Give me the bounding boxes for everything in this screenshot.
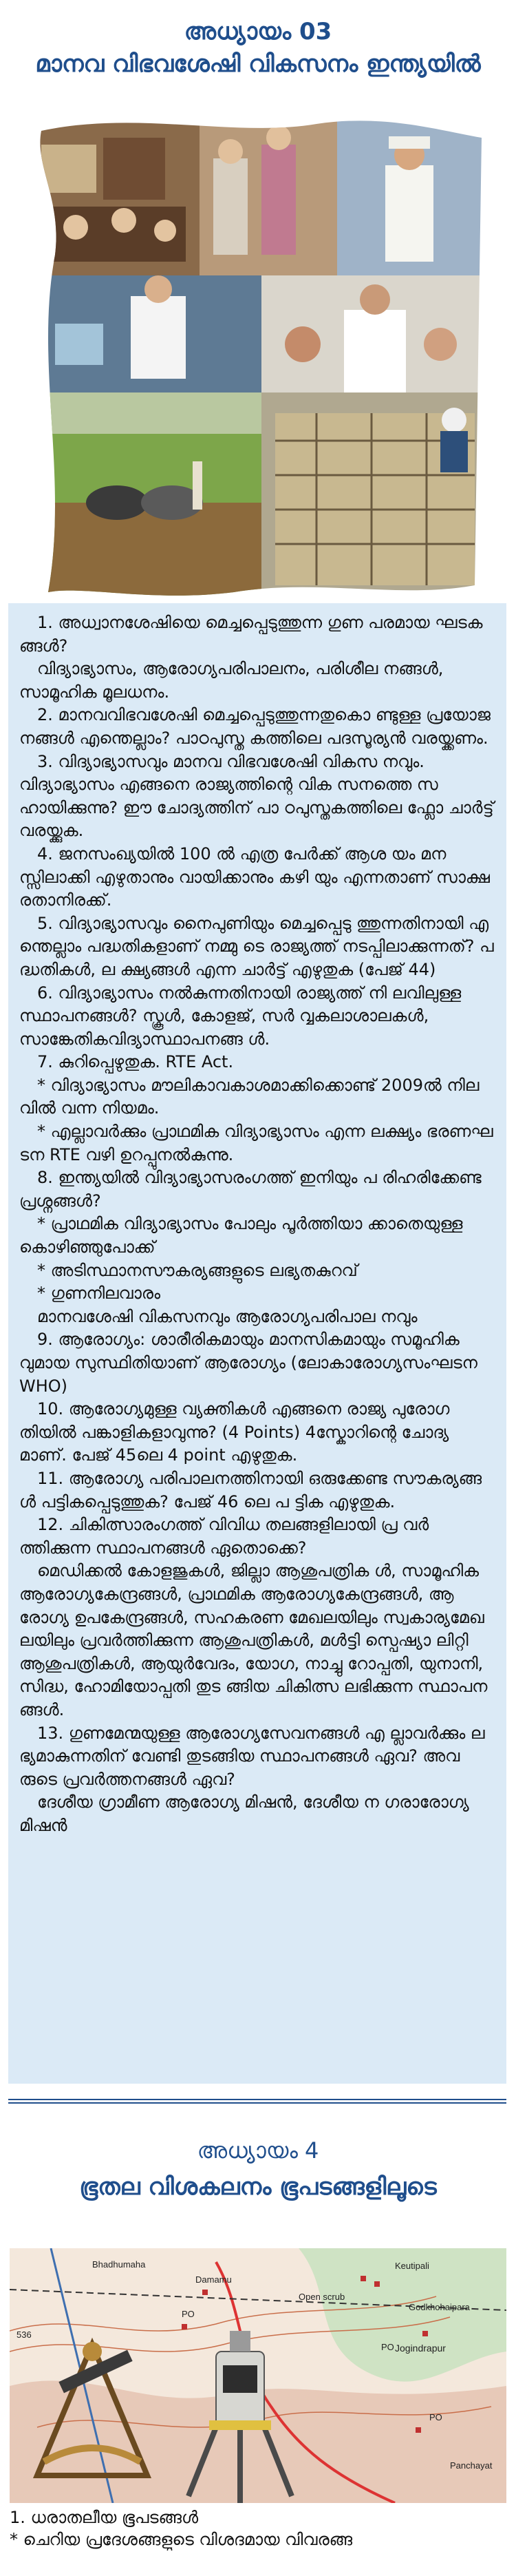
map-label: 536 — [17, 2329, 32, 2340]
list-item: 1. ധരാതലീയ ഭൂപടങ്ങൾ — [10, 2508, 199, 2527]
chapter4-header — [0, 2135, 516, 2208]
section-divider — [8, 2102, 506, 2104]
answer-text: ദേശീയ ഗ്രാമീണ ആരോഗ്യ മിഷൻ, ദേശീയ ന ഗരാരോഗ്യ മിഷൻ — [19, 1792, 469, 1835]
chapter-title: മാനവ വിഭവശേഷി വികസനം ഇന്ത്യയിൽ — [35, 50, 481, 78]
question-answer-box — [8, 603, 506, 2084]
map-label: Open scrub — [299, 2292, 345, 2302]
chapter-title: ഭൂതല വിശകലനം ഭൂപടങ്ങളിലൂടെ — [79, 2173, 437, 2201]
map-label: Keutipali — [395, 2261, 429, 2271]
map-label: Panchayat — [450, 2460, 493, 2471]
map-label: Godkhohaipara — [409, 2302, 470, 2312]
list-item: * ചെറിയ പ്രദേശങ്ങളുടെ വിശദമായ വിവരങ്ങ — [10, 2530, 353, 2549]
question-text: 3. വിദ്യാഭ്യാസവും മാനവ വിഭവശേഷി വികസ നവും. വിദ്യാഭ്യാസം എങ്ങനെ രാജ്യത്തിന്റെ വിക സനത്തെ സഹായിക്കുന്നു? ഈ ചോദ്യത്തിന് പാ ഠപുസ്തകത്തിലെ ഫ്ലോ ചാർട്ട് വരയ്ക്കുക. — [19, 751, 494, 841]
bullet-point: * വിദ്യാഭ്യാസം മൗലികാവകാശമാക്കിക്കൊണ്ട് 2009ൽ നിലവിൽ വന്ന നിയമം. — [19, 1075, 480, 1118]
question-text: 9. ആരോഗ്യം: ശാരീരികമായും മാനസികമായും സമൂഹികവുമായ സുസ്ഥിതിയാണ് ആരോഗ്യം (ലോകാരോഗ്യസംഘടന WHO) — [19, 1330, 477, 1396]
question-text: 2. മാനവവിഭവശേഷി മെച്ചപ്പെടുത്തുന്നതുകൊ ണ്ടുള്ള പ്രയോജനങ്ങൾ എന്തെല്ലാം? പാഠപുസ്ത കത്തിലെ പദസൂര്യൻ വരയ്ക്കണം. — [19, 705, 491, 748]
question-text: 1. അധ്വാനശേഷിയെ മെച്ചപ്പെടുത്തുന്ന ഗുണ പരമായ ഘടകങ്ങൾ? — [19, 613, 483, 656]
topographic-map-image — [10, 2248, 506, 2503]
bullet-point: * എല്ലാവർക്കും പ്രാഥമിക വിദ്യാഭ്യാസം എന്ന ലക്ഷ്യം ഭരണഘടന RTE വഴി ഉറപ്പുനൽകുന്നു. — [19, 1122, 493, 1164]
chapter-number: അധ്യായം 03 — [184, 18, 332, 45]
question-text: 8. ഇന്ത്യയിൽ വിദ്യാഭ്യാസരംഗത്ത് ഇനിയും പ രിഹരിക്കേണ്ട പ്രശ്നങ്ങൾ? — [19, 1168, 482, 1211]
question-text: 7. കുറിപ്പെഴുതുക. RTE Act. — [37, 1052, 234, 1072]
bullet-point: * ഗുണനിലവാരം — [37, 1284, 161, 1303]
answer-text: മെഡിക്കൽ കോളജുകൾ, ജില്ലാ ആശുപത്രിക ൾ, സാമൂഹിക ആരോഗ്യകേന്ദ്രങ്ങൾ, പ്രാഥമിക ആരോഗ്യകേന്ദ്രങ്ങൾ, ആരോഗ്യ ഉപകേന്ദ്രങ്ങൾ, സഹകരണ മേഖലയിലും സ്വകാര്യമേഖലയിലും പ്രവർത്തിക്കുന്ന ആശുപത്രികൾ, മൾട്ടി സ്പെഷ്യാ ലിറ്റി ആശുപത്രികൾ, ആയുർവേദം, യോഗ, നാച്ചു റോപ്പതി, യുനാനി, സിദ്ധ, ഹോമിയോപ്പതി തുട ങ്ങിയ ചികിത്സ ലഭിക്കുന്ന സ്ഥാപനങ്ങൾ. — [19, 1561, 488, 1719]
map-label: Damamu — [195, 2274, 232, 2285]
map-label: PO — [429, 2412, 442, 2422]
question-text: 11. ആരോഗ്യ പരിപാലനത്തിനായി ഒരുക്കേണ്ട സൗകര്യങ്ങൾ പട്ടികപ്പെടുത്തുക? പേജ് 46 ലെ പ ട്ടിക എഴുതുക. — [19, 1468, 482, 1511]
map-label: PO — [182, 2309, 195, 2319]
question-text: 4. ജനസംഖ്യയിൽ 100 ൽ എത്ര പേർക്ക് ആശ യം മനസ്സിലാക്കി എഴുതാനും വായിക്കാനും കഴി യും എന്നതാണ് സാക്ഷരതാനിരക്ക്. — [19, 844, 490, 910]
question-text: 5. വിദ്യാഭ്യാസവും നൈപുണിയും മെച്ചപ്പെടു ത്തുന്നതിനായി എന്തെല്ലാം പദ്ധതികളാണ് നമ്മു ടെ രാജ്യത്ത് നടപ്പിലാക്കുന്നത്? പദ്ധതികൾ, ല ക്ഷ്യങ്ങൾ എന്ന ചാർട്ട് എഴുതുക (പേജ് 44) — [19, 913, 494, 979]
chapter3-header — [0, 17, 516, 81]
map-label: Jogindrapur — [395, 2343, 446, 2354]
section-divider — [8, 2099, 506, 2100]
chapter4-text — [10, 2506, 506, 2551]
bullet-point: * അടിസ്ഥാനസൗകര്യങ്ങളുടെ ലഭ്യതകുറവ് — [37, 1260, 358, 1280]
map-label: PO — [381, 2342, 394, 2352]
map-label: Bhadhumaha — [92, 2259, 146, 2270]
photo-collage — [28, 117, 488, 599]
question-text: 12. ചികിത്സാരംഗത്ത് വിവിധ തലങ്ങളിലായി പ്ര വർത്തിക്കുന്ന സ്ഥാപനങ്ങൾ ഏതൊക്കെ? — [19, 1515, 429, 1558]
question-text: 13. ഗുണമേന്മയുള്ള ആരോഗ്യസേവനങ്ങൾ എ ല്ലാവർക്കും ലഭ്യമാകുന്നതിന് വേണ്ടി തുടങ്ങിയ സ്ഥാപനങ്ങൾ ഏവ? അവരുടെ പ്രവർത്തനങ്ങൾ ഏവ? — [19, 1723, 485, 1789]
question-text: 6. വിദ്യാഭ്യാസം നൽകുന്നതിനായി രാജ്യത്ത് നി ലവിലുള്ള സ്ഥാപനങ്ങൾ? സ്കൂൾ, കോളജ്, സർ വ്വകലാശാലകൾ, സാങ്കേതികവിദ്യാസ്ഥാപനങ്ങ ൾ. — [19, 983, 462, 1049]
chapter-number: അധ്യായം 4 — [197, 2137, 319, 2164]
answer-text: വിദ്യാഭ്യാസം, ആരോഗ്യപരിപാലനം, പരിശീല നങ്ങൾ, സാമൂഹിക മൂലധനം. — [19, 659, 444, 702]
question-text: 10. ആരോഗ്യമുള്ള വ്യക്തികൾ എങ്ങനെ രാജ്യ പുരോഗതിയിൽ പങ്കാളികളാവുന്നു? (4 Points) 4സ്കോറിന്റെ ചോദ്യമാണ്. പേജ് 45ലെ 4 point എഴുതുക. — [19, 1399, 450, 1465]
bullet-point: * പ്രാഥമിക വിദ്യാഭ്യാസം പോലും പൂർത്തിയാ ക്കാതെയുള്ള കൊഴിഞ്ഞുപോക്ക് — [19, 1214, 463, 1257]
answer-text: മാനവശേഷി വികസനവും ആരോഗ്യപരിപാല നവും — [37, 1306, 418, 1326]
